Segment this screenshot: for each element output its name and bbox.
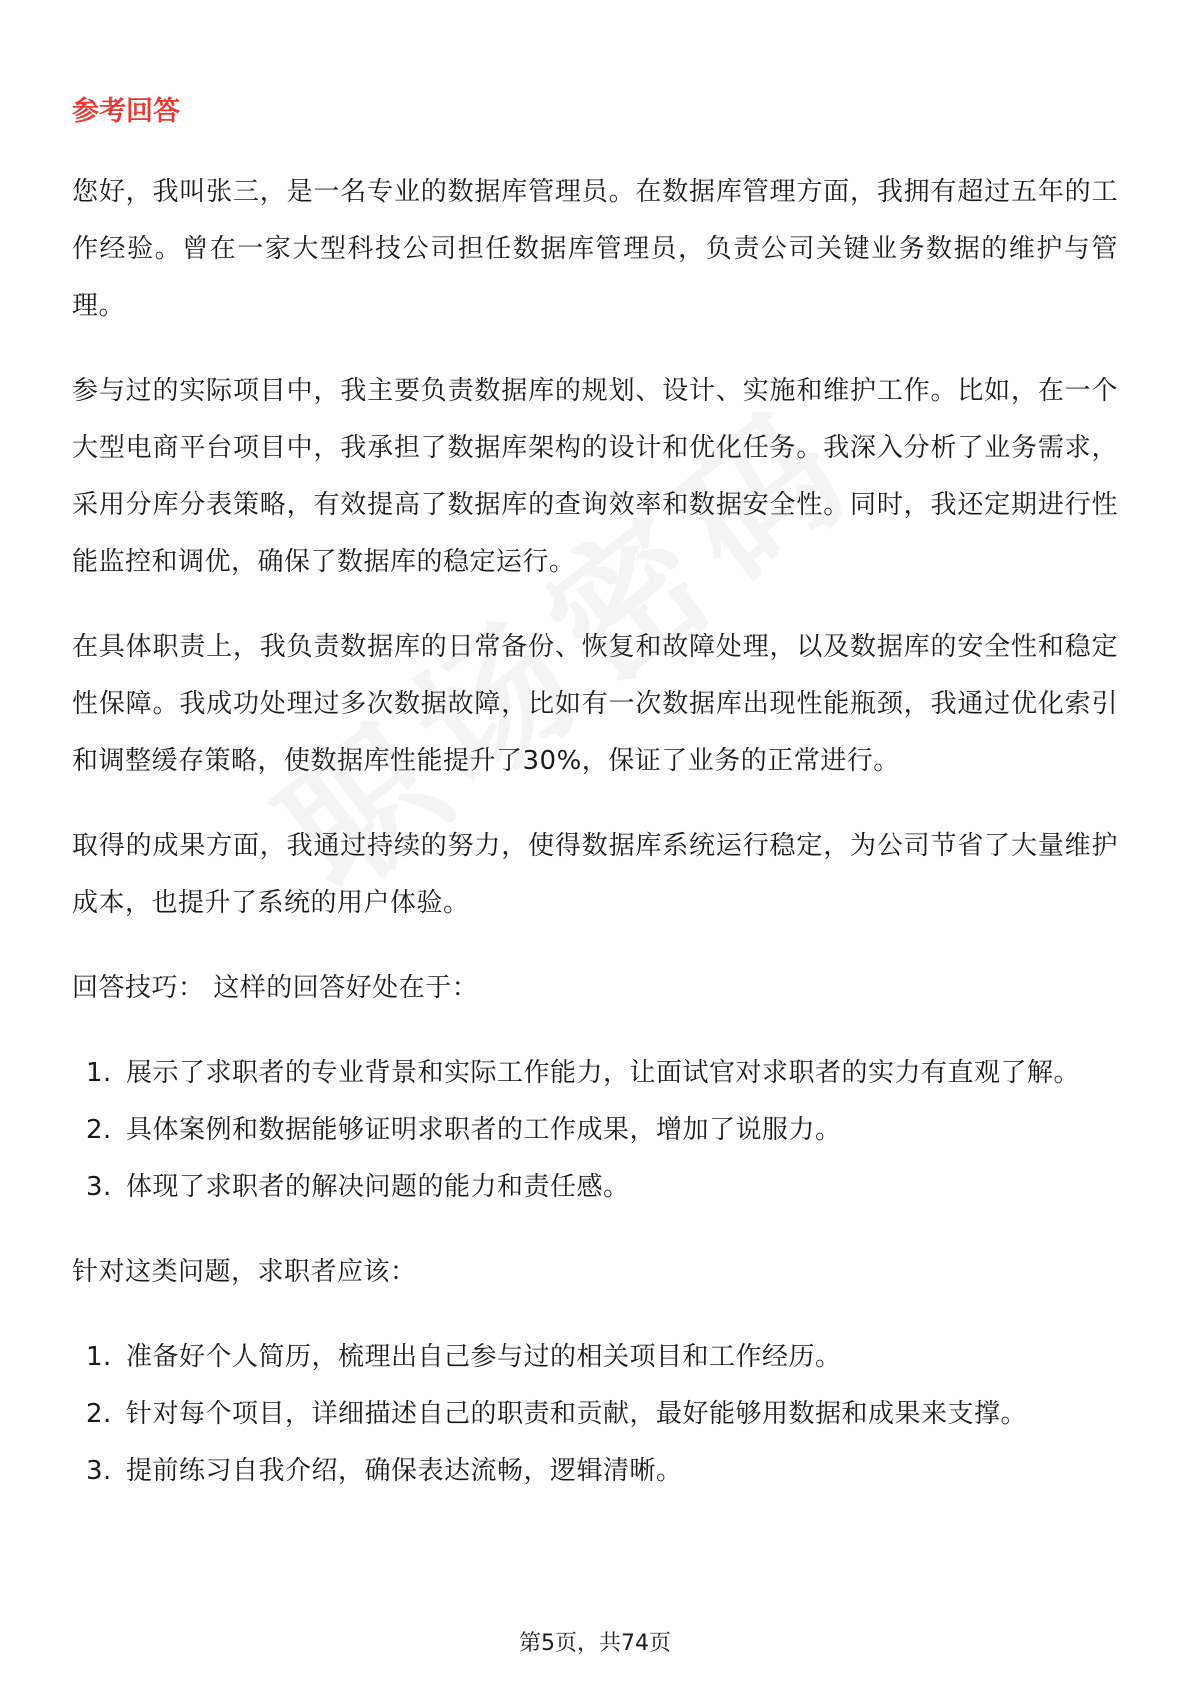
page-footer: 第5页，共74页 xyxy=(519,1631,671,1656)
list-item xyxy=(72,1102,1118,1159)
paragraph-duties: 在具体职责上，我负责数据库的日常备份、恢复和故障处理，以及数据库的安全性和稳定性保障。我成功处理过多次数据故障，比如有一次数据库出现性能瓶颈，我通过优化索引和调整缓存策略，使数据库性能提升了30%，保证了业务的正常进行。 xyxy=(72,632,1118,776)
page-content xyxy=(72,88,1118,1528)
tips-intro: 回答技巧： 这样的回答好处在于： xyxy=(72,973,479,1003)
paragraph-intro: 您好，我叫张三，是一名专业的数据库管理员。在数据库管理方面，我拥有超过五年的工作经验。曾在一家大型科技公司担任数据库管理员，负责公司关键业务数据的维护与管理。 xyxy=(72,177,1118,321)
list-item xyxy=(72,1329,1118,1386)
list-item xyxy=(72,1045,1118,1102)
list-item xyxy=(72,1159,1118,1216)
list-item xyxy=(72,1386,1118,1443)
list-number: 2. xyxy=(86,1115,112,1145)
paragraph-results: 取得的成果方面，我通过持续的努力，使得数据库系统运行稳定，为公司节省了大量维护成本，也提升了系统的用户体验。 xyxy=(72,831,1118,918)
list-item-text: 展示了求职者的专业背景和实际工作能力，让面试官对求职者的实力有直观了解。 xyxy=(126,1058,1081,1088)
tips-list xyxy=(72,1045,1118,1216)
list-item-text: 具体案例和数据能够证明求职者的工作成果，增加了说服力。 xyxy=(126,1115,842,1145)
list-number: 1. xyxy=(86,1058,112,1088)
list-item xyxy=(72,1443,1118,1500)
list-number: 3. xyxy=(86,1172,112,1202)
list-item-text: 针对每个项目，详细描述自己的职责和贡献，最好能够用数据和成果来支撑。 xyxy=(126,1399,1028,1429)
advice-list xyxy=(72,1329,1118,1500)
section-title: 参考回答 xyxy=(72,96,180,127)
list-item-text: 准备好个人简历，梳理出自己参与过的相关项目和工作经历。 xyxy=(126,1342,842,1372)
list-number: 2. xyxy=(86,1399,112,1429)
advice-intro: 针对这类问题，求职者应该： xyxy=(72,1257,417,1287)
list-number: 1. xyxy=(86,1342,112,1372)
paragraph-projects: 参与过的实际项目中，我主要负责数据库的规划、设计、实施和维护工作。比如，在一个大型电商平台项目中，我承担了数据库架构的设计和优化任务。我深入分析了业务需求，采用分库分表策略，有效提高了数据库的查询效率和数据安全性。同时，我还定期进行性能监控和调优，确保了数据库的稳定运行。 xyxy=(72,376,1118,577)
list-item-text: 体现了求职者的解决问题的能力和责任感。 xyxy=(126,1172,630,1202)
list-item-text: 提前练习自我介绍，确保表达流畅，逻辑清晰。 xyxy=(126,1456,683,1486)
list-number: 3. xyxy=(86,1456,112,1486)
